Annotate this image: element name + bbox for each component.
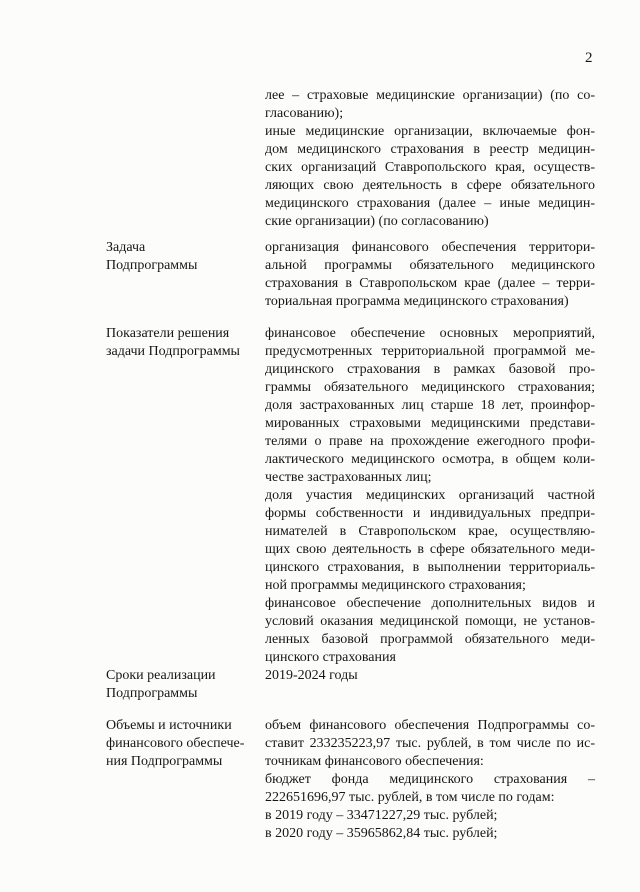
- text-line: объем финансового обеспечения Подпрограммы со-: [265, 718, 595, 733]
- label-line: Объемы и источники: [106, 718, 232, 733]
- text-line: ских организаций Ставропольского края, осуществ-: [265, 160, 595, 175]
- text-line: 2019-2024 годы: [265, 668, 358, 683]
- text-line: цинского страхования: [265, 650, 396, 665]
- label-line: Подпрограммы: [106, 258, 198, 273]
- text-line: 222651696,97 тыс. рублей, в том числе по годам:: [265, 790, 555, 805]
- text-line: граммы обязательного медицинского страхования;: [265, 380, 595, 395]
- text-line: формы собственности и индивидуальных предпри-: [265, 506, 595, 521]
- text-line: мированных страховыми медицинскими представи-: [265, 416, 595, 431]
- label-line: Подпрограммы: [106, 686, 198, 701]
- text-line: предусмотренных территориальной программой ме-: [265, 344, 595, 359]
- section-content: [265, 717, 595, 843]
- text-line: лактического медицинского осмотра, в общем коли-: [265, 452, 595, 467]
- text-line: в 2020 году – 35965862,84 тыс. рублей;: [265, 826, 498, 841]
- text-line: телями о праве на прохождение ежегодного профи-: [265, 434, 595, 449]
- text-line: ские организации) (по согласованию): [265, 214, 489, 229]
- text-line: щих свою деятельность в сфере обязательного меди-: [265, 542, 595, 557]
- section-label: [106, 667, 256, 703]
- text-line: гласованию);: [265, 106, 344, 121]
- text-line: альной программы обязательного медицинского: [265, 258, 595, 273]
- label-line: Показатели решения: [106, 326, 230, 341]
- text-line: страхования в Ставропольском крае (далее – терри-: [265, 276, 595, 291]
- label-line: финансового обеспече-: [106, 736, 245, 751]
- section-content: [265, 87, 595, 231]
- text-line: ляющих свою деятельность в сфере обязательного: [265, 178, 595, 193]
- text-line: финансовое обеспечение дополнительных видов и: [265, 596, 595, 611]
- text-line: ной программы медицинского страхования;: [265, 578, 526, 593]
- page-number: 2: [585, 50, 593, 66]
- section-label: [106, 239, 256, 275]
- text-line: в 2019 году – 33471227,29 тыс. рублей;: [265, 808, 498, 823]
- text-line: честве застрахованных лиц;: [265, 470, 432, 485]
- text-line: ториальная программа медицинского страхования): [265, 294, 569, 309]
- text-line: доля застрахованных лиц старше 18 лет, проинфор-: [265, 398, 595, 413]
- label-line: задачи Подпрограммы: [106, 344, 240, 359]
- section-content: [265, 325, 595, 667]
- section-content: [265, 667, 595, 685]
- text-line: доля участия медицинских организаций частной: [265, 488, 595, 503]
- label-line: Сроки реализации: [106, 668, 216, 683]
- text-line: нимателей в Ставропольском крае, осуществляю-: [265, 524, 595, 539]
- text-line: точникам финансового обеспечения:: [265, 754, 484, 769]
- section-label: [106, 325, 256, 361]
- text-line: бюджет фонда медицинского страхования –: [265, 772, 595, 787]
- text-line: организация финансового обеспечения территори-: [265, 240, 595, 255]
- section-content: [265, 239, 595, 311]
- text-line: медицинского страхования (далее – иные медицин-: [265, 196, 595, 211]
- label-line: Задача: [106, 240, 146, 255]
- text-line: ленных базовой программой обязательного меди-: [265, 632, 595, 647]
- text-line: дом медицинского страхования в реестр медицин-: [265, 142, 595, 157]
- text-line: ставит 233235223,97 тыс. рублей, в том числе по ис-: [265, 736, 595, 751]
- text-line: цинского страхования, в выполнении территориаль-: [265, 560, 595, 575]
- label-line: ния Подпрограммы: [106, 754, 223, 769]
- text-line: условий оказания медицинской помощи, не установ-: [265, 614, 595, 629]
- section-label: [106, 717, 256, 771]
- text-line: иные медицинские организации, включаемые фон-: [265, 124, 595, 139]
- text-line: лее – страховые медицинские организации) (по со-: [265, 88, 595, 103]
- text-line: финансовое обеспечение основных мероприятий,: [265, 326, 595, 341]
- text-line: дицинского страхования в рамках базовой про-: [265, 362, 595, 377]
